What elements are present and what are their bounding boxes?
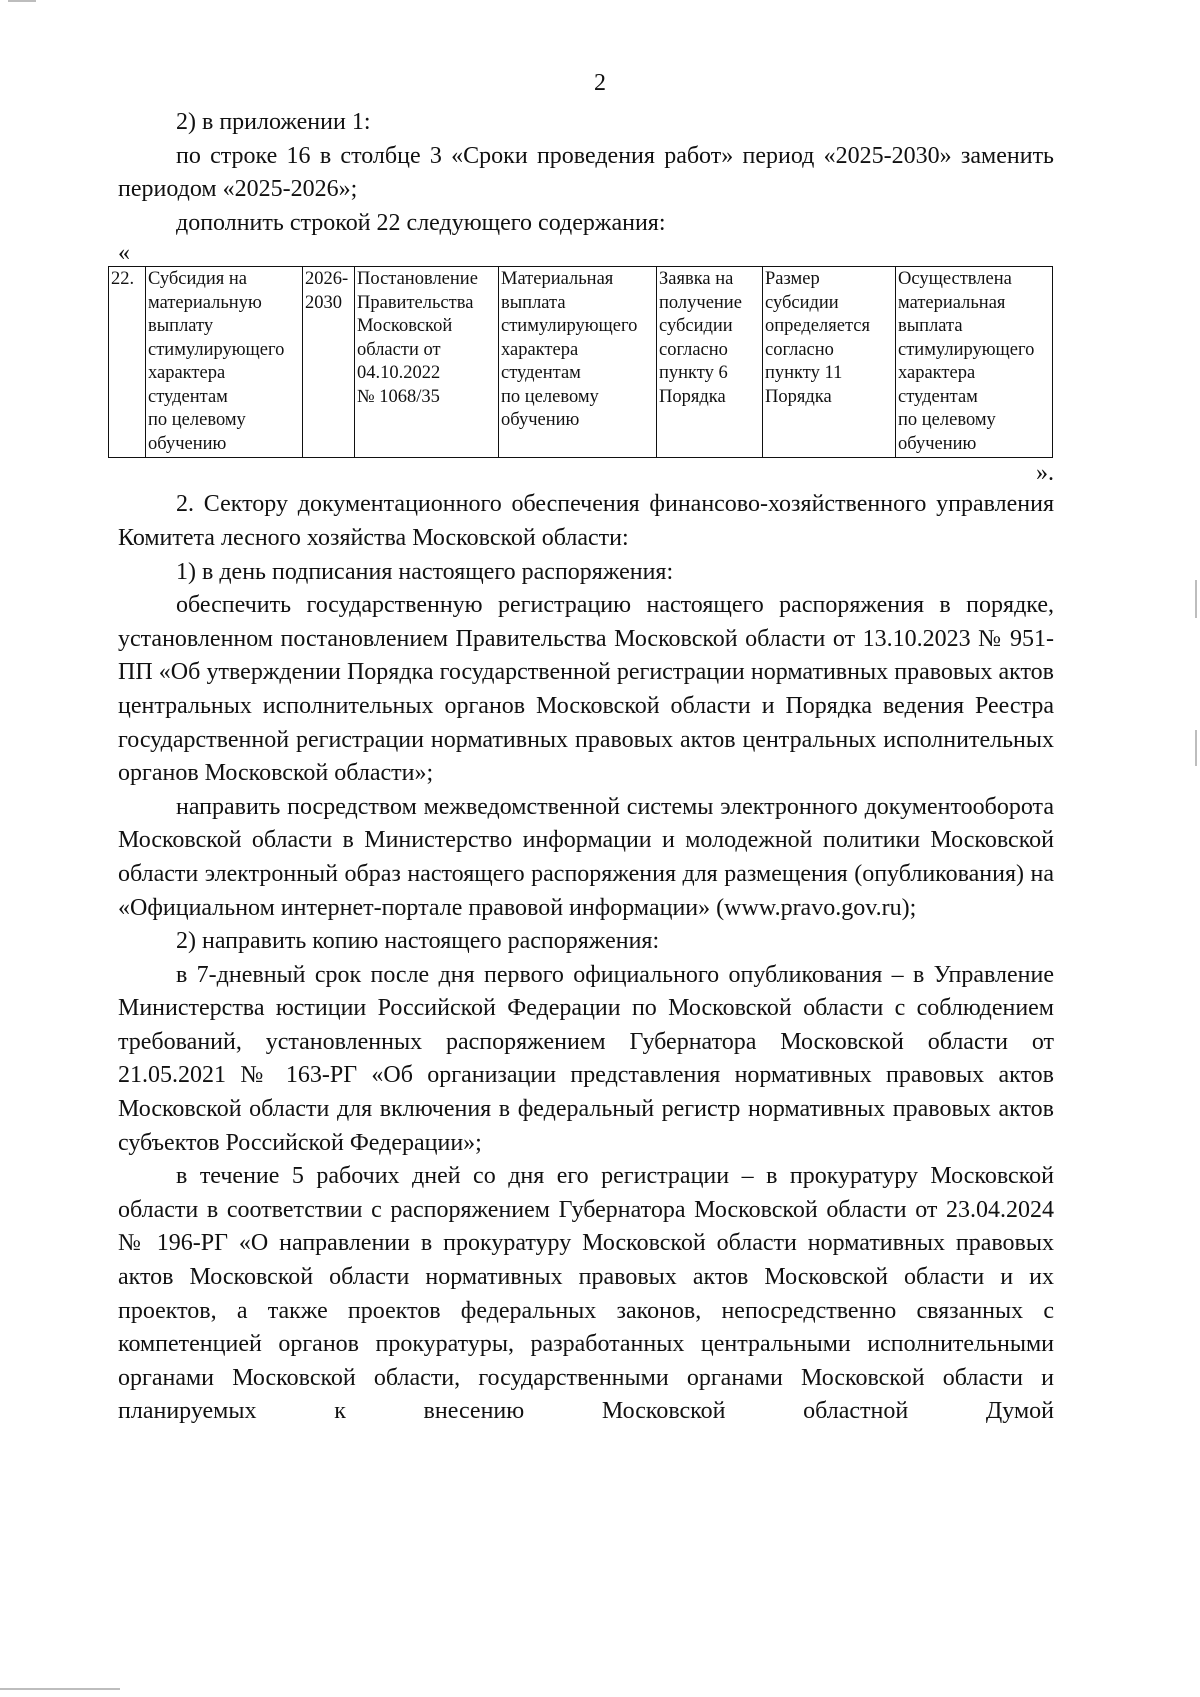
paragraph-registration: обеспечить государственную регистрацию настоящего распоряжения в порядке, установленном постановлением Правительства Московской области от 13.10.2023 № 951-ПП «Об утверждении Порядка государственной регистрации нормативных правовых актов центральных исполнительных органов Московской области и Порядка ведения Реестра государственной регистрации нормативных правовых актов центральных исполнительных органов Московской области»; <box>118 592 1054 787</box>
paragraph-subitem-1: 1) в день подписания настоящего распоряжения: <box>176 558 674 585</box>
table-row <box>109 267 1053 458</box>
paragraph-prosecutor: в течение 5 рабочих дней со дня его регистрации – в прокуратуру Московской области в соответствии с распоряжением Губернатора Московской области от 23.04.2024 № 196-РГ «О направлении в прокуратуру Московской области нормативных правовых актов Московской области нормативных правовых актов Московской области и их проектов, а также проектов федеральных законов, непосредственно связанных с компетенцией органов прокуратуры, разработанных центральными исполнительными органами Московской области, государственными органами Московской области и планируемых к внесению Московской областной Думой <box>118 1163 1054 1425</box>
cell-basis: Постановление Правительства Московской области от 04.10.2022 № 1068/35 <box>355 267 499 458</box>
cell-period: 2026- 2030 <box>303 267 355 458</box>
page-number: 2 <box>594 70 606 96</box>
scan-mark-right-2 <box>1195 730 1197 766</box>
cell-amount: Размер субсидии определяется согласно пункту 11 Порядка <box>763 267 896 458</box>
cell-row-number: 22. <box>109 267 146 458</box>
scan-mark-right-1 <box>1195 580 1197 618</box>
paragraph-subitem-2: 2) направить копию настоящего распоряжения: <box>176 928 660 955</box>
quote-open: « <box>118 240 130 267</box>
amendment-table <box>108 266 1053 458</box>
cell-content: Материальная выплата стимулирующего характера студентам по целевому обучению <box>499 267 657 458</box>
intro-paragraph-2: по строке 16 в столбце 3 «Сроки проведения работ» период «2025-2030» заменить периодом «2025-2026»; <box>118 142 1054 203</box>
scan-mark-top-left <box>8 0 36 2</box>
cell-result: Осуществлена материальная выплата стимулирующего характера студентам по целевому обучению <box>896 267 1053 458</box>
paragraph-section-2: 2. Сектору документационного обеспечения финансово-хозяйственного управления Комитета лесного хозяйства Московской области: <box>118 491 1054 551</box>
quote-close: ». <box>1036 460 1054 487</box>
scan-mark-bottom-left <box>0 1688 120 1690</box>
intro-paragraph-1: 2) в приложении 1: <box>176 109 371 135</box>
paragraph-publication: направить посредством межведомственной системы электронного документооборота Московской области в Министерство информации и молодежной политики Московской области электронный образ настоящего распоряжения для размещения (опубликования) на «Официальном интернет-портале правовой информации» (www.pravo.gov.ru); <box>118 793 1054 921</box>
cell-name: Субсидия на материальную выплату стимулирующего характера студентам по целевому обучению <box>146 267 303 458</box>
paragraph-ministry-justice: в 7-дневный срок после дня первого официального опубликования – в Управление Министерства юстиции Российской Федерации по Московской области с соблюдением требований, установленных распоряжением Губернатора Московской области от 21.05.2021 № 163-РГ «Об организации представления нормативных правовых актов Московской области для включения в федеральный регистр нормативных правовых актов субъектов Российской Федерации»; <box>118 961 1054 1156</box>
cell-application: Заявка на получение субсидии согласно пункту 6 Порядка <box>657 267 763 458</box>
intro-paragraph-3: дополнить строкой 22 следующего содержания: <box>176 209 666 236</box>
document-body <box>111 106 1054 1429</box>
